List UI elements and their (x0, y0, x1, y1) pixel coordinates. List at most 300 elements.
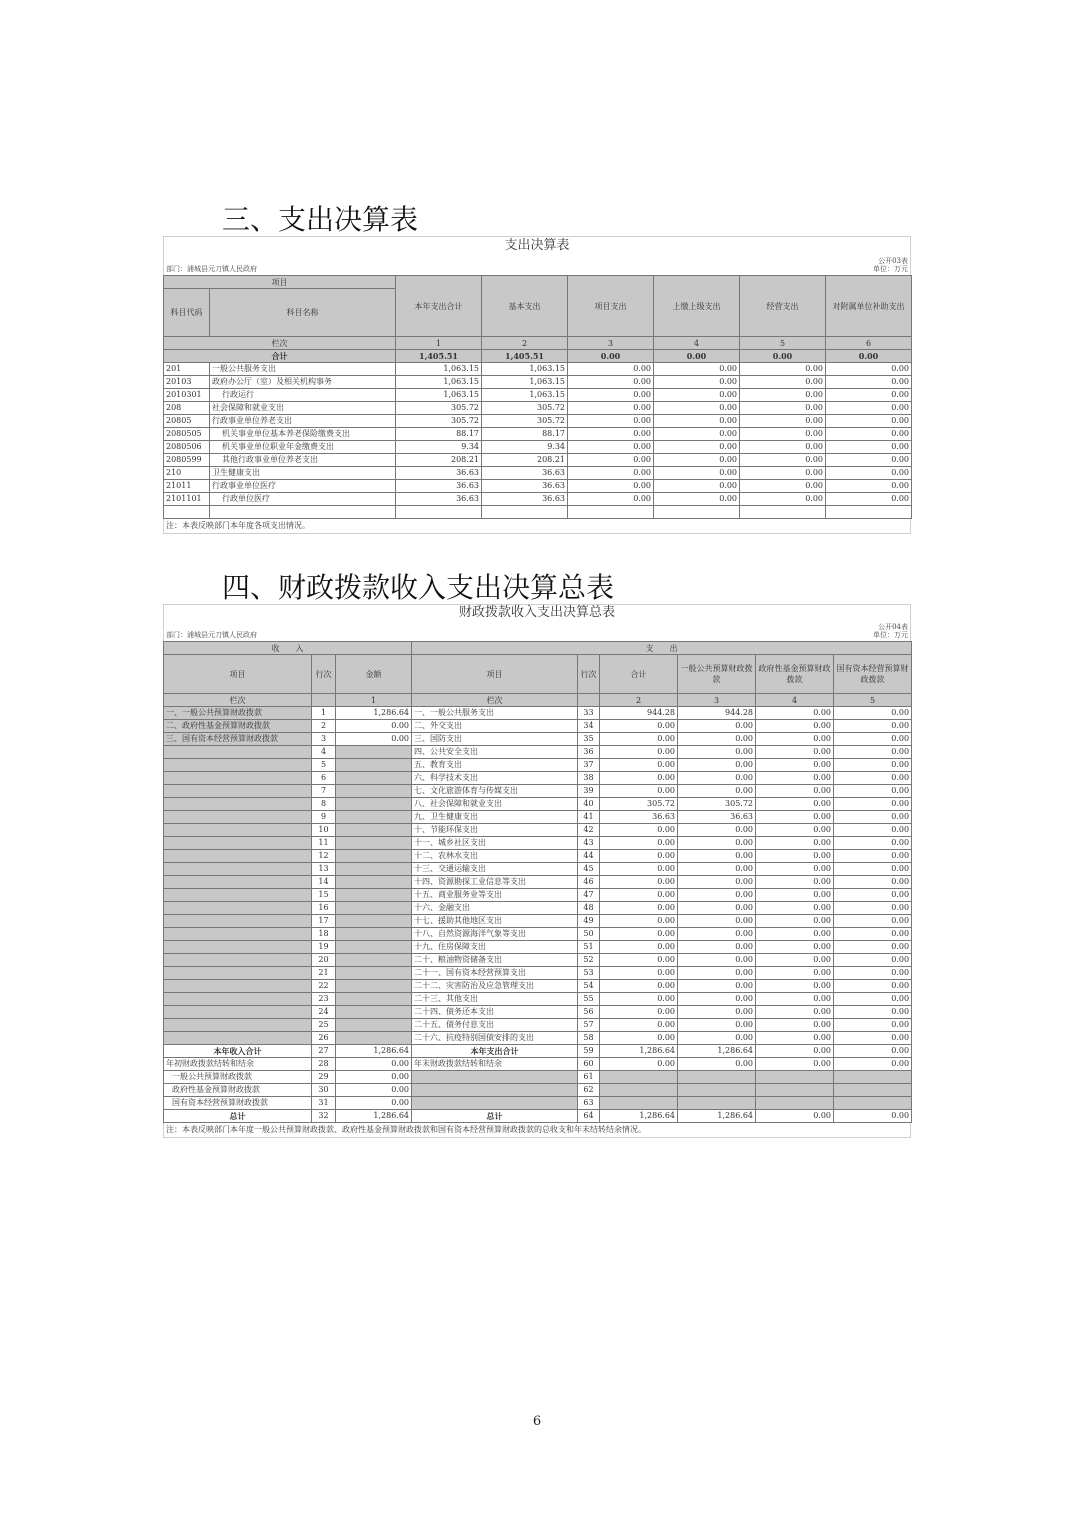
expense-amount: 0.00 (756, 876, 834, 889)
expense-amount (678, 1097, 756, 1110)
income-line: 16 (312, 902, 336, 915)
amount-cell: 0.00 (568, 363, 654, 376)
income-item (164, 876, 312, 889)
form-number: 公开03表 (878, 257, 908, 265)
expense-amount: 0.00 (678, 824, 756, 837)
form-number: 公开04表 (878, 623, 908, 631)
amount-cell: 0.00 (654, 454, 740, 467)
income-amount: 0.00 (336, 1071, 412, 1084)
table-row (164, 1032, 912, 1045)
expense-amount (834, 1084, 912, 1097)
amount-cell: 36.63 (396, 493, 482, 506)
table-row (164, 941, 912, 954)
expense-amount: 0.00 (756, 850, 834, 863)
expense-amount: 0.00 (834, 1110, 912, 1123)
expense-amount: 0.00 (756, 863, 834, 876)
expense-amount: 0.00 (678, 889, 756, 902)
expense-amount: 0.00 (678, 967, 756, 980)
col-number: 4 (756, 694, 834, 707)
income-amount (336, 1019, 412, 1032)
amount-cell: 0.00 (826, 376, 912, 389)
expense-amount: 0.00 (756, 1032, 834, 1045)
expense-amount: 0.00 (600, 850, 678, 863)
income-item (164, 1006, 312, 1019)
expense-amount: 0.00 (756, 1110, 834, 1123)
expense-line: 53 (578, 967, 600, 980)
expense-item (412, 1084, 578, 1097)
income-line: 15 (312, 889, 336, 902)
income-amount (336, 811, 412, 824)
expense-amount: 0.00 (600, 1058, 678, 1071)
amount-cell: 1,063.15 (482, 389, 568, 402)
col-number: 2 (600, 694, 678, 707)
expense-amount: 0.00 (678, 733, 756, 746)
table-row (164, 480, 912, 493)
table-row (164, 402, 912, 415)
income-line: 5 (312, 759, 336, 772)
header-amount: 金额 (336, 655, 412, 694)
amount-cell: 1,063.15 (396, 376, 482, 389)
table-row (164, 415, 912, 428)
expense-item: 三、国防支出 (412, 733, 578, 746)
amount-cell: 9.34 (482, 441, 568, 454)
empty-cell (396, 506, 482, 519)
expense-amount: 0.00 (600, 954, 678, 967)
table-row (164, 980, 912, 993)
expense-amount: 0.00 (834, 811, 912, 824)
income-amount: 0.00 (336, 1084, 412, 1097)
income-amount (336, 850, 412, 863)
expense-amount: 36.63 (600, 811, 678, 824)
income-line: 10 (312, 824, 336, 837)
expenditure-table-caption: 支出决算表 (163, 236, 911, 255)
expense-item: 五、教育支出 (412, 759, 578, 772)
income-item (164, 850, 312, 863)
expense-amount: 0.00 (600, 967, 678, 980)
header-project: 项目 (164, 276, 396, 289)
expense-amount: 0.00 (678, 850, 756, 863)
grand-total-row (164, 1110, 912, 1123)
table-row (164, 746, 912, 759)
expense-amount: 0.00 (678, 980, 756, 993)
expense-amount: 0.00 (678, 954, 756, 967)
income-amount: 0.00 (336, 720, 412, 733)
income-item: 三、国有资本经营预算财政拨款 (164, 733, 312, 746)
expense-item: 一、一般公共服务支出 (412, 707, 578, 720)
income-amount (336, 772, 412, 785)
expense-line: 54 (578, 980, 600, 993)
header-state: 国有资本经营预算财政拨款 (834, 655, 912, 694)
table-row (164, 811, 912, 824)
expense-amount: 0.00 (834, 863, 912, 876)
expense-item: 十四、资源勘探工业信息等支出 (412, 876, 578, 889)
income-item (164, 928, 312, 941)
header-item: 项目 (164, 655, 312, 694)
amount-cell: 208.21 (396, 454, 482, 467)
amount-cell: 0.00 (654, 467, 740, 480)
expense-line: 62 (578, 1084, 600, 1097)
expense-line: 64 (578, 1110, 600, 1123)
fiscal-table-meta (163, 621, 911, 641)
income-amount (336, 824, 412, 837)
income-line: 4 (312, 746, 336, 759)
income-item: 一、一般公共预算财政拨款 (164, 707, 312, 720)
amount-cell: 36.63 (482, 467, 568, 480)
empty-cell (740, 506, 826, 519)
income-amount: 0.00 (336, 1058, 412, 1071)
income-line: 11 (312, 837, 336, 850)
expense-amount: 0.00 (600, 1019, 678, 1032)
expense-line: 61 (578, 1071, 600, 1084)
amount-cell: 0.00 (740, 415, 826, 428)
income-amount (336, 928, 412, 941)
income-amount (336, 1032, 412, 1045)
income-line: 31 (312, 1097, 336, 1110)
income-amount (336, 1006, 412, 1019)
table-row (164, 389, 912, 402)
subject-name: 行政单位医疗 (210, 493, 396, 506)
carryover-row (164, 1071, 912, 1084)
expense-item: 八、社会保障和就业支出 (412, 798, 578, 811)
income-line: 9 (312, 811, 336, 824)
amount-cell: 305.72 (396, 402, 482, 415)
expense-amount (600, 1071, 678, 1084)
expense-item: 二十六、抗疫特别国债安排的支出 (412, 1032, 578, 1045)
income-line: 19 (312, 941, 336, 954)
amount-cell: 0.00 (826, 363, 912, 376)
header-fund: 政府性基金预算财政拨款 (756, 655, 834, 694)
subject-code: 2010301 (164, 389, 210, 402)
expense-amount: 0.00 (678, 837, 756, 850)
table-row (164, 915, 912, 928)
expense-amount: 0.00 (756, 915, 834, 928)
table-row (164, 850, 912, 863)
expense-amount: 0.00 (678, 1006, 756, 1019)
expense-line: 33 (578, 707, 600, 720)
amount-cell: 305.72 (482, 415, 568, 428)
expense-amount: 0.00 (678, 1019, 756, 1032)
income-line: 17 (312, 915, 336, 928)
col-number: 1 (336, 694, 412, 707)
lanci-label: 栏次 (164, 337, 396, 350)
amount-cell: 208.21 (482, 454, 568, 467)
income-amount: 0.00 (336, 733, 412, 746)
subject-code: 210 (164, 467, 210, 480)
expense-amount: 0.00 (678, 720, 756, 733)
subject-code: 20805 (164, 415, 210, 428)
table-row (164, 928, 912, 941)
expense-amount: 0.00 (678, 902, 756, 915)
expense-amount: 0.00 (600, 772, 678, 785)
expense-line: 57 (578, 1019, 600, 1032)
income-amount (336, 993, 412, 1006)
expense-item (412, 1071, 578, 1084)
income-line: 8 (312, 798, 336, 811)
col-number: 1 (396, 337, 482, 350)
expense-line: 42 (578, 824, 600, 837)
income-item: 总计 (164, 1110, 312, 1123)
header-col: 经营支出 (740, 276, 826, 337)
empty-cell (826, 506, 912, 519)
expense-line: 46 (578, 876, 600, 889)
expense-amount: 0.00 (678, 863, 756, 876)
income-item (164, 889, 312, 902)
amount-cell: 0.00 (654, 480, 740, 493)
expense-item: 十三、交通运输支出 (412, 863, 578, 876)
table-row (164, 967, 912, 980)
empty-cell (654, 506, 740, 519)
expense-amount: 0.00 (834, 902, 912, 915)
table-row (164, 824, 912, 837)
total-label: 合计 (164, 350, 396, 363)
income-item (164, 811, 312, 824)
income-item: 本年收入合计 (164, 1045, 312, 1058)
income-item (164, 967, 312, 980)
expense-item: 二十、粮油物资储备支出 (412, 954, 578, 967)
expense-amount: 0.00 (834, 941, 912, 954)
expense-amount: 0.00 (756, 1006, 834, 1019)
income-line: 24 (312, 1006, 336, 1019)
expense-item: 十六、金融支出 (412, 902, 578, 915)
expense-amount: 0.00 (678, 928, 756, 941)
amount-cell: 305.72 (396, 415, 482, 428)
expense-amount: 0.00 (834, 915, 912, 928)
table-row (164, 902, 912, 915)
expense-item: 二十二、灾害防治及应急管理支出 (412, 980, 578, 993)
header-row (164, 655, 912, 694)
header-col: 项目支出 (568, 276, 654, 337)
amount-cell: 0.00 (568, 454, 654, 467)
total-value: 0.00 (740, 350, 826, 363)
income-item (164, 746, 312, 759)
expense-amount: 0.00 (600, 720, 678, 733)
fiscal-table-caption: 财政拨款收入支出决算总表 (163, 604, 911, 621)
income-line: 28 (312, 1058, 336, 1071)
expense-amount: 0.00 (834, 889, 912, 902)
expense-line: 47 (578, 889, 600, 902)
expense-amount: 0.00 (678, 746, 756, 759)
expense-item: 总计 (412, 1110, 578, 1123)
table-row (164, 454, 912, 467)
expense-item: 十五、商业服务业等支出 (412, 889, 578, 902)
amount-cell: 9.34 (396, 441, 482, 454)
table-row (164, 785, 912, 798)
subject-name: 行政事业单位医疗 (210, 480, 396, 493)
table-row (164, 441, 912, 454)
expense-line: 55 (578, 993, 600, 1006)
amount-cell: 0.00 (740, 376, 826, 389)
expense-line: 52 (578, 954, 600, 967)
amount-cell: 88.17 (482, 428, 568, 441)
header-col: 上缴上级支出 (654, 276, 740, 337)
expense-line: 58 (578, 1032, 600, 1045)
total-value: 0.00 (826, 350, 912, 363)
expense-item: 二十三、其他支出 (412, 993, 578, 1006)
income-item: 政府性基金预算财政拨款 (164, 1084, 312, 1097)
expense-amount: 0.00 (834, 928, 912, 941)
expense-amount: 0.00 (600, 746, 678, 759)
expense-amount: 0.00 (600, 759, 678, 772)
col-number: 3 (568, 337, 654, 350)
amount-cell: 0.00 (826, 493, 912, 506)
table-row (164, 733, 912, 746)
expense-amount: 0.00 (834, 1006, 912, 1019)
expense-amount: 0.00 (756, 746, 834, 759)
page-number: 6 (532, 1414, 542, 1429)
income-line: 14 (312, 876, 336, 889)
total-value: 1,405.51 (482, 350, 568, 363)
expense-line: 35 (578, 733, 600, 746)
income-line: 3 (312, 733, 336, 746)
income-item (164, 902, 312, 915)
expense-amount: 305.72 (600, 798, 678, 811)
expense-amount: 0.00 (678, 1032, 756, 1045)
col-number: 4 (654, 337, 740, 350)
header-line: 行次 (578, 655, 600, 694)
expense-amount: 1,286.64 (678, 1045, 756, 1058)
expense-amount: 0.00 (678, 785, 756, 798)
expense-amount: 0.00 (678, 1058, 756, 1071)
expense-amount: 0.00 (834, 876, 912, 889)
header-line: 行次 (312, 655, 336, 694)
amount-cell: 0.00 (826, 454, 912, 467)
expense-line: 43 (578, 837, 600, 850)
expense-amount: 0.00 (678, 993, 756, 1006)
expense-amount: 0.00 (834, 785, 912, 798)
income-item (164, 1032, 312, 1045)
expense-item: 十八、自然资源海洋气象等支出 (412, 928, 578, 941)
expense-amount: 0.00 (678, 915, 756, 928)
expense-amount: 0.00 (834, 772, 912, 785)
amount-cell: 0.00 (826, 402, 912, 415)
subject-code: 20103 (164, 376, 210, 389)
amount-cell: 36.63 (396, 480, 482, 493)
amount-cell: 0.00 (568, 441, 654, 454)
expense-item: 十九、住房保障支出 (412, 941, 578, 954)
expense-line: 40 (578, 798, 600, 811)
table-row (164, 876, 912, 889)
income-amount (336, 941, 412, 954)
subject-name: 卫生健康支出 (210, 467, 396, 480)
expense-amount: 944.28 (678, 707, 756, 720)
table-row (164, 707, 912, 720)
lanci-row (164, 337, 912, 350)
income-line: 22 (312, 980, 336, 993)
expenditure-table-block (163, 236, 911, 534)
expense-amount: 305.72 (678, 798, 756, 811)
total-value: 0.00 (654, 350, 740, 363)
expense-amount: 0.00 (834, 993, 912, 1006)
subject-code: 2080599 (164, 454, 210, 467)
expense-amount: 0.00 (834, 967, 912, 980)
fiscal-note: 注：本表反映部门本年度一般公共预算财政拨款、政府性基金预算财政拨款和国有资本经营预算财政拨款的总收支和年末结转结余情况。 (163, 1123, 911, 1138)
income-item (164, 993, 312, 1006)
income-line: 2 (312, 720, 336, 733)
expense-amount: 0.00 (834, 824, 912, 837)
expense-amount: 0.00 (834, 759, 912, 772)
amount-cell: 0.00 (740, 428, 826, 441)
col-number: 2 (482, 337, 568, 350)
expense-item: 十七、援助其他地区支出 (412, 915, 578, 928)
expense-item: 本年支出合计 (412, 1045, 578, 1058)
subject-name: 机关事业单位职业年金缴费支出 (210, 441, 396, 454)
expense-line: 39 (578, 785, 600, 798)
expense-amount (756, 1084, 834, 1097)
expense-amount: 0.00 (756, 772, 834, 785)
expense-amount: 0.00 (756, 1058, 834, 1071)
expense-amount: 0.00 (756, 902, 834, 915)
income-line: 29 (312, 1071, 336, 1084)
fiscal-table (163, 641, 912, 1123)
subject-name: 社会保障和就业支出 (210, 402, 396, 415)
amount-cell: 0.00 (826, 441, 912, 454)
income-line: 27 (312, 1045, 336, 1058)
income-line: 21 (312, 967, 336, 980)
expense-line: 41 (578, 811, 600, 824)
table-row (164, 993, 912, 1006)
income-item: 年初财政拨款结转和结余 (164, 1058, 312, 1071)
dept-label: 部门：浦城县元刀镇人民政府 (166, 265, 257, 273)
expense-item: 十二、农林水支出 (412, 850, 578, 863)
expense-amount (678, 1071, 756, 1084)
income-item (164, 824, 312, 837)
income-line: 1 (312, 707, 336, 720)
col-number: 5 (740, 337, 826, 350)
amount-cell: 0.00 (826, 415, 912, 428)
amount-cell: 88.17 (396, 428, 482, 441)
income-item (164, 785, 312, 798)
income-item (164, 759, 312, 772)
expense-amount: 0.00 (834, 1058, 912, 1071)
income-line: 26 (312, 1032, 336, 1045)
expense-amount: 0.00 (756, 733, 834, 746)
table-row (164, 863, 912, 876)
header-row (164, 276, 912, 289)
section4-heading: 四、财政拨款收入支出决算总表 (222, 571, 615, 604)
expense-item: 十一、城乡社区支出 (412, 837, 578, 850)
amount-cell: 0.00 (568, 467, 654, 480)
amount-cell: 0.00 (568, 415, 654, 428)
subject-name: 行政事业单位养老支出 (210, 415, 396, 428)
income-amount (336, 889, 412, 902)
header-gen: 一般公共预算财政拨款 (678, 655, 756, 694)
expense-amount: 0.00 (834, 954, 912, 967)
income-amount (336, 902, 412, 915)
amount-cell: 0.00 (654, 402, 740, 415)
income-item (164, 863, 312, 876)
empty-row (164, 506, 912, 519)
expense-amount: 0.00 (756, 798, 834, 811)
expense-amount: 0.00 (600, 902, 678, 915)
subject-name: 行政运行 (210, 389, 396, 402)
expense-amount: 0.00 (834, 720, 912, 733)
lanci-row (164, 694, 912, 707)
table-row (164, 954, 912, 967)
income-line: 32 (312, 1110, 336, 1123)
expense-amount: 0.00 (600, 863, 678, 876)
subject-code: 201 (164, 363, 210, 376)
expense-amount: 0.00 (600, 889, 678, 902)
expense-line: 50 (578, 928, 600, 941)
expense-amount: 0.00 (756, 824, 834, 837)
lanci-label: 栏次 (412, 694, 578, 707)
expense-amount: 0.00 (600, 876, 678, 889)
income-amount: 1,286.64 (336, 1045, 412, 1058)
amount-cell: 0.00 (568, 493, 654, 506)
expense-item: 九、卫生健康支出 (412, 811, 578, 824)
carryover-row (164, 1058, 912, 1071)
amount-cell: 1,063.15 (396, 363, 482, 376)
